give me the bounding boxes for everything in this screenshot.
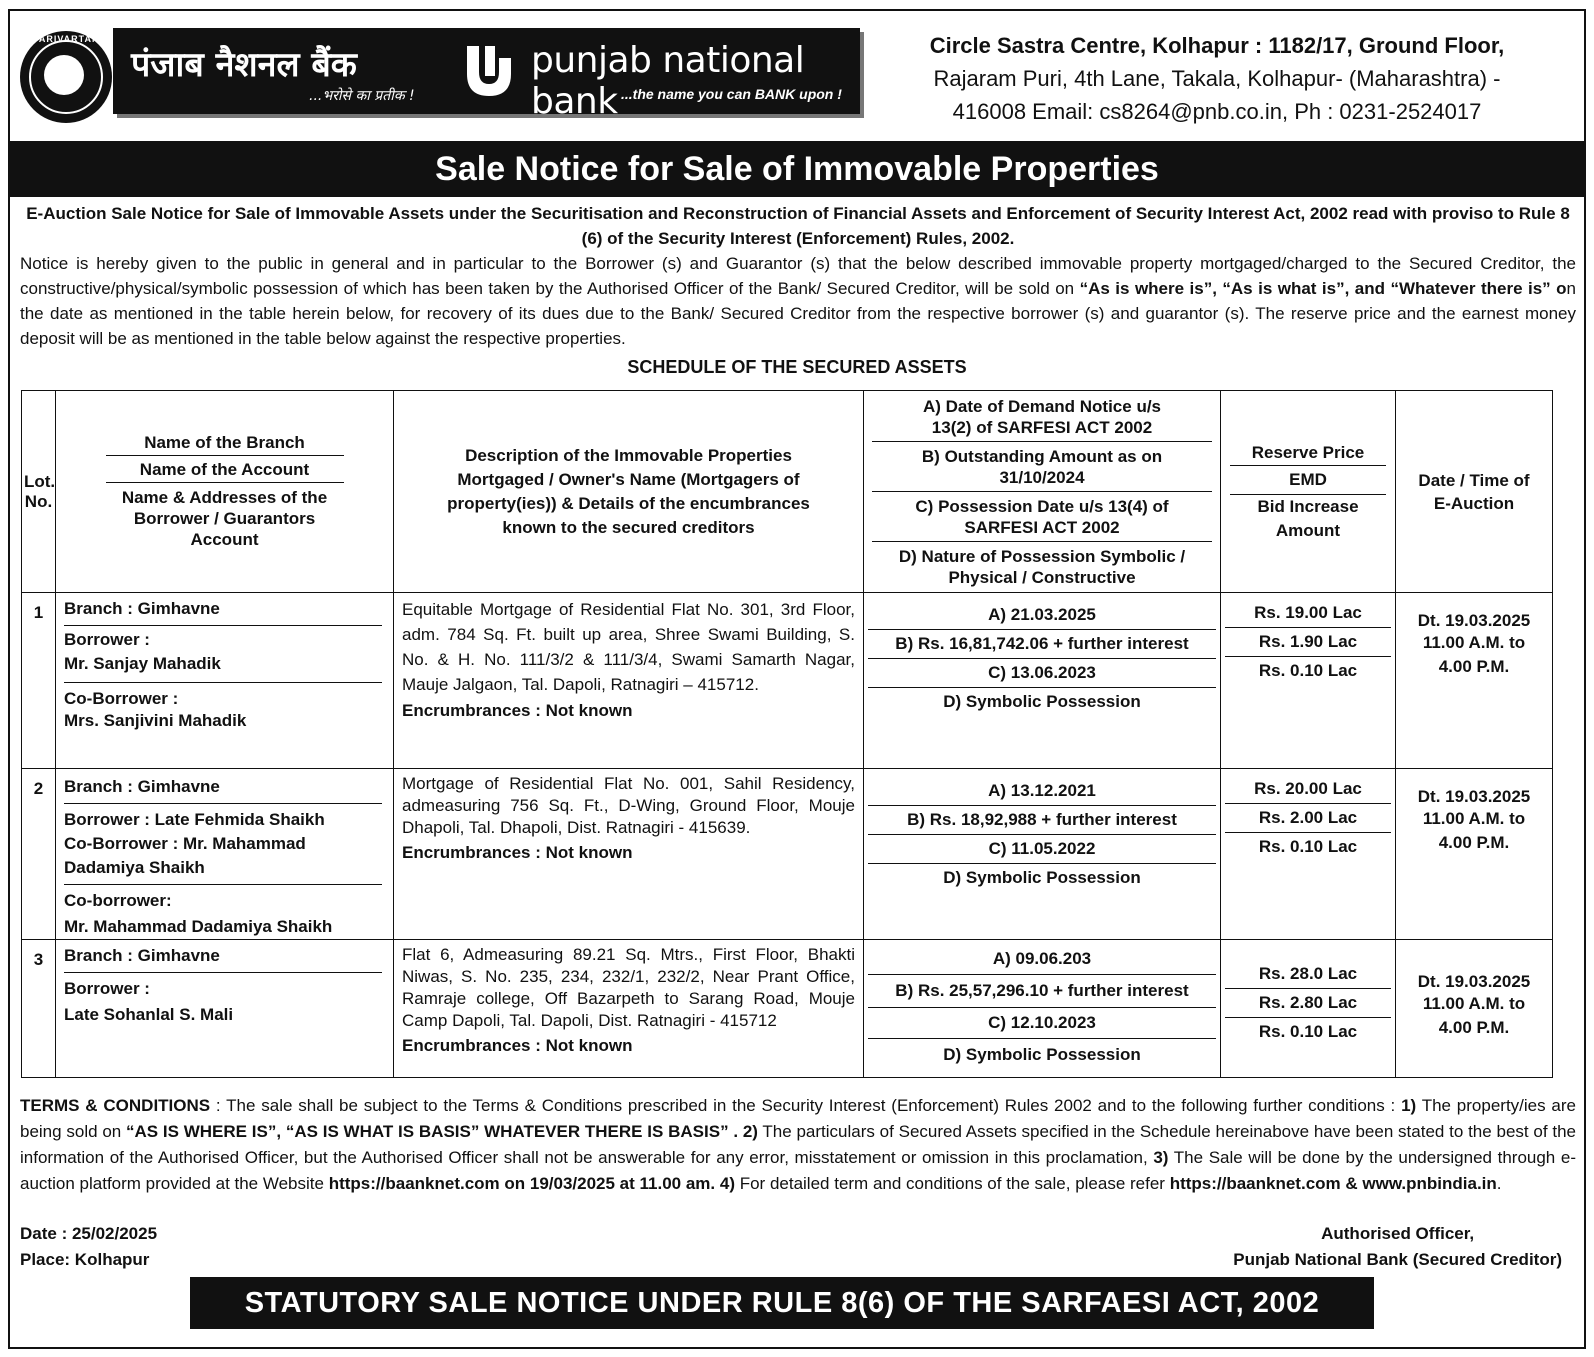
possession-nature: D) Symbolic Possession bbox=[943, 1045, 1141, 1064]
notice-details bbox=[864, 593, 1221, 769]
terms-text-10: For detailed term and conditions of the sale, please refer bbox=[735, 1174, 1170, 1193]
outstanding-amount: B) Rs. 16,81,742.06 + further interest bbox=[868, 630, 1216, 659]
page-title: Sale Notice for Sale of Immovable Properties bbox=[10, 141, 1584, 197]
borrower-name: Late Sohanlal S. Mali bbox=[64, 1005, 234, 1024]
header-prices bbox=[1221, 391, 1396, 593]
header-d-label: D) Nature of Possession Symbolic / Physical / Constructive bbox=[898, 546, 1186, 587]
auction-datetime bbox=[1396, 593, 1553, 769]
footer-signatory bbox=[1233, 1221, 1562, 1273]
header-lot-label: Lot. No. bbox=[24, 471, 56, 511]
header bbox=[10, 11, 1584, 141]
circle-address bbox=[872, 29, 1562, 128]
property-description bbox=[394, 940, 864, 1078]
intro-section bbox=[20, 201, 1576, 351]
header-b-label: B) Outstanding Amount as on 31/10/2024 bbox=[872, 442, 1212, 492]
notice-place: Place: Kolhapur bbox=[20, 1250, 150, 1269]
header-description bbox=[394, 391, 864, 593]
header-branch-label: Name of the Branch bbox=[106, 433, 344, 456]
branch-name: Branch : Gimhavne bbox=[64, 775, 382, 804]
terms-text-5: “AS IS WHERE IS”, “AS IS WHAT IS BASIS” WHATEVER THERE IS BASIS” . 2) bbox=[126, 1122, 758, 1141]
terms-text-3: 1) bbox=[1401, 1096, 1417, 1115]
authorised-officer: Authorised Officer, bbox=[1321, 1224, 1475, 1243]
possession-date: C) 11.05.2022 bbox=[868, 835, 1216, 864]
reserve-price: Rs. 19.00 Lac bbox=[1225, 599, 1391, 628]
header-borrower-label: Name & Addresses of the Borrower / Guarantors Account bbox=[121, 488, 328, 549]
borrower-label: Borrower : bbox=[64, 979, 150, 998]
intro-text-a: Notice is hereby given to the public in general and in particular to the Borrower (s) and Guarantor (s) that the below described immovable property mortgaged/charged to the Secured Creditor, the constructive/physical/symbolic possession of which has been taken by the Authorised Officer of the Bank/ Secured Creditor, will be sold on bbox=[20, 254, 1576, 298]
header-c-label: C) Possession Date u/s 13(4) of SARFESI ACT 2002 bbox=[872, 492, 1212, 542]
address-line-1: Circle Sastra Centre, Kolhapur : 1182/17, Ground Floor, bbox=[929, 33, 1505, 58]
header-reserve-label: Reserve Price bbox=[1230, 441, 1386, 466]
secured-creditor: Punjab National Bank (Secured Creditor) bbox=[1233, 1250, 1562, 1269]
branch-name: Branch : Gimhavne bbox=[64, 946, 382, 973]
price-details bbox=[1221, 769, 1396, 940]
bid-increase: Rs. 0.10 Lac bbox=[1258, 661, 1358, 680]
table-row bbox=[22, 593, 1553, 769]
auction-datetime bbox=[1396, 769, 1553, 940]
coborrower2-name: Mr. Mahammad Dadamiya Shaikh bbox=[64, 917, 333, 936]
possession-date: C) 12.10.2023 bbox=[868, 1008, 1216, 1039]
auction-time: 11.00 A.M. to 4.00 P.M. bbox=[1422, 633, 1526, 676]
address-line-3: 416008 Email: cs8264@pnb.co.in, Ph : 0231-2524017 bbox=[952, 99, 1482, 124]
auction-date: Dt. 19.03.2025 bbox=[1417, 611, 1531, 630]
intro-paragraph bbox=[20, 251, 1576, 351]
header-account-label: Name of the Account bbox=[106, 456, 344, 483]
borrower-line: Borrower : Late Fehmida Shaikh bbox=[64, 810, 325, 829]
terms-text-2: : The sale shall be subject to the Terms & Conditions prescribed in the Security Interest (Enforcement) Rules 2002 and to the following further conditions : bbox=[210, 1096, 1402, 1115]
header-description-label: Description of the Immovable Properties Mortgaged / Owner's Name (Mortgagers of property(ies)) & Details of the encumbrances known to the secured creditors bbox=[447, 445, 810, 537]
demand-notice-date: A) 21.03.2025 bbox=[868, 601, 1216, 630]
terms-text-6: The particulars of Secured Assets specified in the Schedule hereinabove have been stated to the best of the information of the Authorised Officer, but the Authorised Officer shall not be answerable for any error, misstatement or omission in this proclamation, bbox=[20, 1122, 1576, 1167]
english-tagline: ...the name you can BANK upon ! bbox=[621, 86, 842, 102]
lot-number: 1 bbox=[22, 593, 56, 769]
terms-text-4: The property/ies are being sold on bbox=[20, 1096, 1577, 1141]
notice-page bbox=[8, 9, 1586, 1349]
encumbrances: Encrumbrances : Not known bbox=[402, 1036, 633, 1055]
notice-details bbox=[864, 940, 1221, 1078]
terms-text-7: 3) bbox=[1153, 1148, 1169, 1167]
header-datetime bbox=[1396, 391, 1553, 593]
property-text: Mortgage of Residential Flat No. 001, Sahil Residency, admeasuring 756 Sq. Ft., D-Wing, Ground Floor, Mouje Dhapoli, Tal. Dhapoli, Dist. Ratnagiri - 415639. bbox=[402, 774, 855, 837]
terms-heading: TERMS & CONDITIONS bbox=[20, 1096, 211, 1115]
table-row bbox=[22, 769, 1553, 940]
table-row bbox=[22, 940, 1553, 1078]
header-datetime-label: Date / Time of E-Auction bbox=[1418, 470, 1530, 513]
bid-increase: Rs. 0.10 Lac bbox=[1258, 1022, 1358, 1041]
lot-number: 3 bbox=[22, 940, 56, 1078]
possession-nature: D) Symbolic Possession bbox=[943, 692, 1141, 711]
header-branch-account bbox=[56, 391, 394, 593]
demand-notice-date: A) 13.12.2021 bbox=[868, 777, 1216, 806]
property-text: Flat 6, Admeasuring 89.21 Sq. Mtrs., First Floor, Bhakti Niwas, S. No. 235, 234, 232/1, 232/2, Near Prant Office, Ramraje college, Off Bazarpeth to Sarang Road, Mouje Camp Dapoli, Tal. Dapoli, Dist. Ratnagiri - 415712 bbox=[402, 945, 855, 1030]
intro-text-b: “As is where is”, “As is what is”, and “Whatever there is” o bbox=[1079, 279, 1567, 298]
hindi-tagline: ...भरोसे का प्रतीक ! bbox=[309, 88, 415, 104]
bank-name-english: punjab national bank bbox=[531, 40, 805, 122]
schedule-title: SCHEDULE OF THE SECURED ASSETS bbox=[627, 357, 967, 377]
coborrower-name: Mrs. Sanjivini Mahadik bbox=[64, 711, 247, 730]
borrower-cell bbox=[56, 769, 394, 940]
demand-notice-date: A) 09.06.203 bbox=[868, 944, 1216, 975]
address-line-2: Rajaram Puri, 4th Lane, Takala, Kolhapur- (Maharashtra) - bbox=[933, 66, 1501, 91]
bank-logo-banner bbox=[113, 28, 860, 122]
price-details bbox=[1221, 940, 1396, 1078]
terms-and-conditions bbox=[20, 1093, 1576, 1197]
coborrower2-label: Co-borrower: bbox=[64, 891, 172, 910]
emd-amount: Rs. 2.80 Lac bbox=[1225, 989, 1391, 1018]
coborrower-label: Co-Borrower : bbox=[64, 689, 179, 708]
table-header-row bbox=[22, 391, 1553, 593]
notice-details bbox=[864, 769, 1221, 940]
statutory-banner: STATUTORY SALE NOTICE UNDER RULE 8(6) OF THE SARFAESI ACT, 2002 bbox=[190, 1277, 1374, 1329]
bid-increase: Rs. 0.10 Lac bbox=[1258, 837, 1358, 856]
possession-date: C) 13.06.2023 bbox=[868, 659, 1216, 688]
auction-time: 11.00 A.M. to 4.00 P.M. bbox=[1422, 994, 1526, 1037]
terms-text-9: https://baanknet.com on 19/03/2025 at 11.00 am. 4) bbox=[328, 1174, 735, 1193]
branch-name: Branch : Gimhavne bbox=[64, 599, 382, 626]
seal-text: PARIVARTAN bbox=[32, 34, 100, 44]
auction-time: 11.00 A.M. to 4.00 P.M. bbox=[1422, 809, 1526, 852]
encumbrances: Encrumbrances : Not known bbox=[402, 843, 633, 862]
bank-seal-logo bbox=[20, 31, 112, 123]
borrower-cell bbox=[56, 593, 394, 769]
borrower-cell bbox=[56, 940, 394, 1078]
header-emd-label: EMD bbox=[1230, 466, 1386, 495]
price-details bbox=[1221, 593, 1396, 769]
bank-name-hindi: पंजाब नैशनल बैंक bbox=[131, 45, 357, 85]
emd-amount: Rs. 2.00 Lac bbox=[1225, 804, 1391, 833]
intro-heading: E-Auction Sale Notice for Sale of Immovable Assets under the Securitisation and Reconstruction of Financial Assets and Enforcement of Security Interest Act, 2002 read with proviso to Rule 8 (6) of the Security Interest (Enforcement) Rules, 2002. bbox=[26, 204, 1570, 248]
coborrower-line: Co-Borrower : Mr. Mahammad Dadamiya Shaikh bbox=[64, 832, 382, 885]
auction-datetime bbox=[1396, 940, 1553, 1078]
header-notice-details bbox=[864, 391, 1221, 593]
terms-text-8: The Sale will be done by the undersigned through e-auction platform provided at the Website bbox=[20, 1148, 1577, 1193]
possession-nature: D) Symbolic Possession bbox=[943, 868, 1141, 887]
outstanding-amount: B) Rs. 25,57,296.10 + further interest bbox=[868, 975, 1216, 1008]
property-text: Equitable Mortgage of Residential Flat No. 301, 3rd Floor, adm. 784 Sq. Ft. built up area, Shree Swami Building, S. No. & H. No. 111/3/2 & 111/3/4, Swami Samarth Nagar, Mauje Jalgaon, Tal. Dapoli, Ratnagiri – 415712. bbox=[402, 600, 855, 694]
property-description bbox=[394, 593, 864, 769]
emd-amount: Rs. 1.90 Lac bbox=[1225, 628, 1391, 657]
borrower-name: Mr. Sanjay Mahadik bbox=[64, 650, 382, 683]
auction-date: Dt. 19.03.2025 bbox=[1417, 972, 1531, 991]
lot-number: 2 bbox=[22, 769, 56, 940]
reserve-price: Rs. 28.0 Lac bbox=[1225, 960, 1391, 989]
footer-date-place bbox=[20, 1221, 157, 1273]
outstanding-amount: B) Rs. 18,92,988 + further interest bbox=[868, 806, 1216, 835]
secured-assets-table bbox=[21, 390, 1553, 1078]
terms-text-11: https://baanknet.com & www.pnbindia.in bbox=[1169, 1174, 1497, 1193]
pnb-logo-icon bbox=[461, 42, 517, 102]
property-description bbox=[394, 769, 864, 940]
auction-date: Dt. 19.03.2025 bbox=[1417, 787, 1531, 806]
header-lot bbox=[22, 391, 56, 593]
header-bid-label: Bid Increase Amount bbox=[1257, 496, 1359, 540]
reserve-price: Rs. 20.00 Lac bbox=[1225, 775, 1391, 804]
header-a-label: A) Date of Demand Notice u/s 13(2) of SARFESI ACT 2002 bbox=[872, 396, 1212, 442]
encumbrances: Encrumbrances : Not known bbox=[402, 701, 633, 720]
borrower-label: Borrower : bbox=[64, 630, 150, 649]
notice-date: Date : 25/02/2025 bbox=[20, 1224, 158, 1243]
intro-text-c: n the date as mentioned in the table herein below, for recovery of its dues due to the Bank/ Secured Creditor from the respective borrower (s) and guarantor (s). The reserve price and the earnest money deposit will be as mentioned in the table below against the respective properties. bbox=[20, 279, 1576, 348]
terms-text-12: . bbox=[1496, 1174, 1502, 1193]
